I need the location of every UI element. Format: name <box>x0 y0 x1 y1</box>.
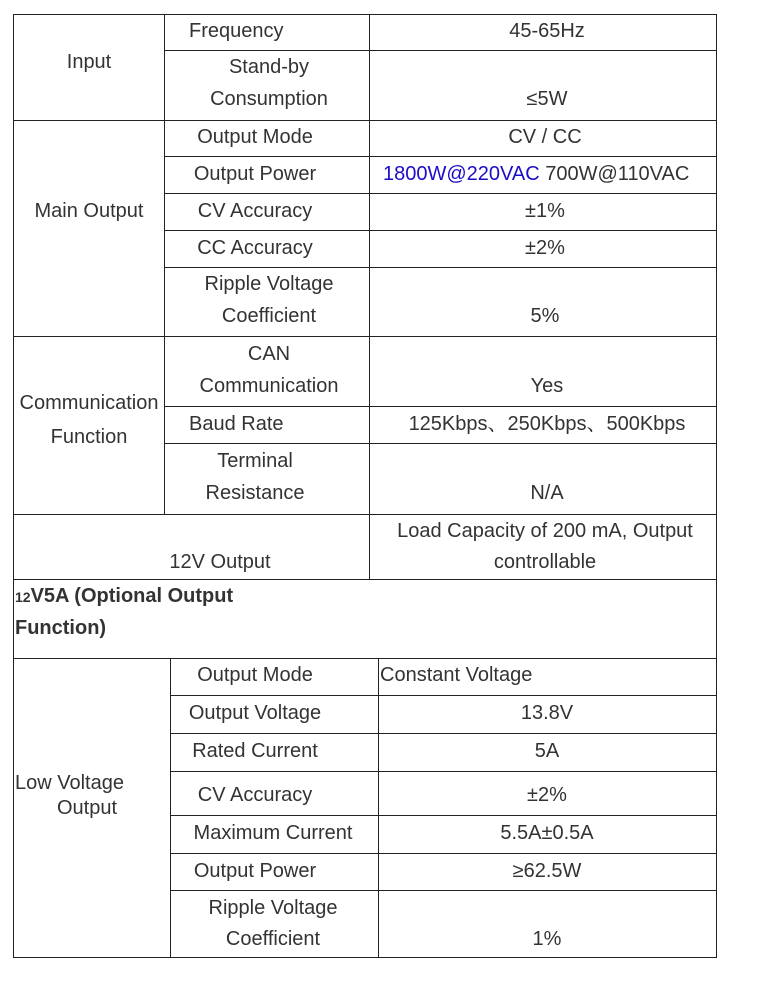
value-lv-output-power: ≥62.5W <box>512 860 582 882</box>
label-ripple-1: Ripple Voltage <box>204 273 334 295</box>
label-ripple-2: Coefficient <box>221 305 317 327</box>
value-standby: ≤5W <box>526 88 568 110</box>
label-output-power: Output Power <box>193 163 317 185</box>
label-cv-accuracy: CV Accuracy <box>197 200 313 222</box>
value-lv-max-current: 5.5A±0.5A <box>500 822 594 844</box>
value-12v-output-2: controllable <box>493 551 597 573</box>
value-output-power <box>383 158 689 190</box>
value-terminal: N/A <box>530 482 564 504</box>
label-lv-ripple-2: Coefficient <box>225 928 321 950</box>
value-can: Yes <box>530 375 564 397</box>
label-lv-rated-current: Rated Current <box>192 740 318 762</box>
value-output-mode: CV / CC <box>508 126 582 148</box>
optional-heading-line-2: Function) <box>15 617 107 639</box>
section-main-output: Main Output <box>34 200 144 222</box>
label-output-mode: Output Mode <box>197 126 313 148</box>
label-baud-rate: Baud Rate <box>189 413 284 435</box>
label-can-1: CAN <box>247 343 291 365</box>
value-lv-output-voltage: 13.8V <box>520 702 574 724</box>
optional-heading-prefix: 12 <box>15 589 31 605</box>
value-output-power-220: 1800W@220VAC <box>383 163 540 185</box>
value-frequency: 45-65Hz <box>509 20 585 42</box>
label-standby-1: Stand-by <box>228 56 310 78</box>
section-communication-2: Function <box>50 426 128 448</box>
optional-heading-line-1 <box>15 580 233 613</box>
label-cc-accuracy: CC Accuracy <box>197 237 313 259</box>
label-12v-output: 12V Output <box>169 551 271 573</box>
label-lv-output-voltage: Output Voltage <box>188 702 322 724</box>
label-lv-output-power: Output Power <box>193 860 317 882</box>
label-standby-2: Consumption <box>210 88 328 110</box>
section-low-voltage-1: Low Voltage <box>15 772 124 794</box>
section-communication-1: Communication <box>19 392 159 414</box>
label-terminal-1: Terminal <box>217 450 293 472</box>
value-ripple: 5% <box>530 305 560 327</box>
label-lv-output-mode: Output Mode <box>197 664 313 686</box>
value-cv-accuracy: ±1% <box>525 200 565 222</box>
label-frequency: Frequency <box>189 20 284 42</box>
label-lv-cv-accuracy: CV Accuracy <box>197 784 313 806</box>
section-low-voltage-2: Output <box>57 797 118 819</box>
value-lv-rated-current: 5A <box>534 740 560 762</box>
value-output-power-110: 700W@110VAC <box>545 163 690 185</box>
value-lv-output-mode: Constant Voltage <box>380 664 533 686</box>
value-baud-rate: 125Kbps、250Kbps、500Kbps <box>408 413 686 435</box>
label-can-2: Communication <box>199 375 339 397</box>
label-terminal-2: Resistance <box>205 482 305 504</box>
value-lv-ripple: 1% <box>532 928 562 950</box>
value-lv-cv-accuracy: ±2% <box>527 784 567 806</box>
value-cc-accuracy: ±2% <box>525 237 565 259</box>
value-12v-output-1: Load Capacity of 200 mA, Output <box>397 520 693 542</box>
label-lv-ripple-1: Ripple Voltage <box>208 897 338 919</box>
label-lv-max-current: Maximum Current <box>193 822 353 844</box>
optional-heading-text-1: V5A (Optional Output <box>30 585 234 607</box>
section-input: Input <box>66 51 112 73</box>
